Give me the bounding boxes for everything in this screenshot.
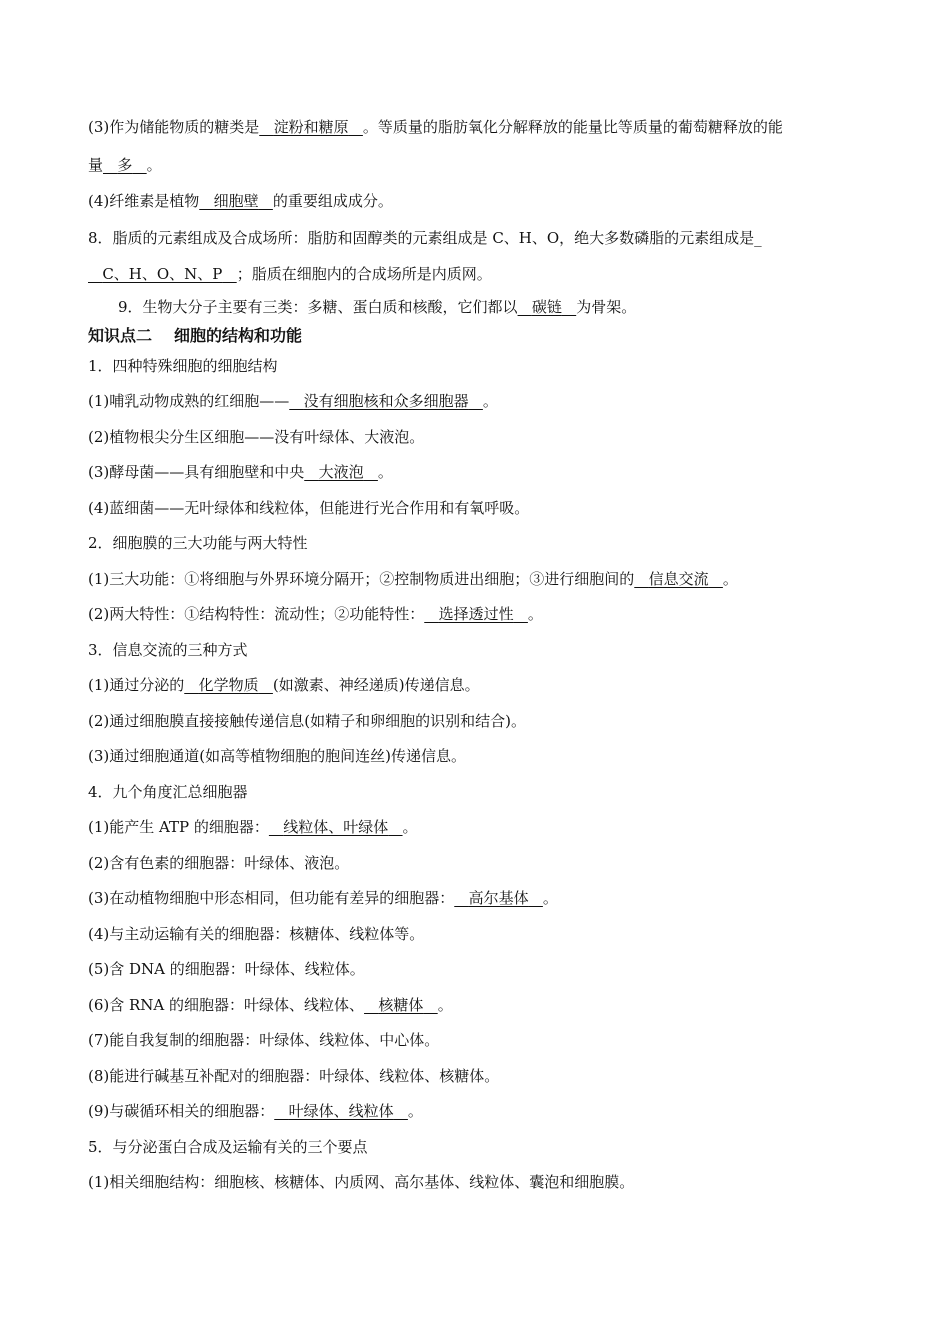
text: ；脂质在细胞内的合成场所是内质网。 bbox=[236, 265, 492, 283]
text: (1)通过分泌的 bbox=[88, 676, 185, 694]
subheading-5 bbox=[88, 1137, 368, 1157]
text: (6)含 RNA 的细胞器：叶绿体、线粒体、 bbox=[88, 996, 365, 1014]
text: (2)通过细胞膜直接接触传递信息(如精子和卵细胞的识别和结合)。 bbox=[88, 712, 526, 730]
answer-blank: 多 bbox=[117, 156, 133, 174]
text: 4．九个角度汇总细胞器 bbox=[88, 783, 248, 801]
text: (1)相关细胞结构：细胞核、核糖体、内质网、高尔基体、线粒体、囊泡和细胞膜。 bbox=[88, 1173, 635, 1191]
text: 。 bbox=[722, 570, 738, 588]
text: 3．信息交流的三种方式 bbox=[88, 641, 248, 659]
answer-blank: 化学物质 bbox=[198, 676, 259, 694]
item bbox=[88, 959, 365, 979]
item bbox=[88, 924, 424, 944]
text: 8．脂质的元素组成及合成场所：脂肪和固醇类的元素组成是 C、H、O，绝大多数磷脂的元素组成是_ bbox=[88, 229, 762, 247]
text: (3)酵母菌——具有细胞壁和中央 bbox=[88, 463, 305, 481]
text: 的重要组成成分。 bbox=[272, 192, 393, 210]
text: (2)两大特性：①结构特性：流动性；②功能特性： bbox=[88, 605, 425, 623]
answer-blank: 线粒体、叶绿体 bbox=[283, 818, 389, 836]
item bbox=[88, 604, 543, 624]
text: 。 bbox=[377, 463, 393, 481]
item bbox=[88, 569, 738, 589]
text: 量 bbox=[88, 156, 104, 174]
text: 2．细胞膜的三大功能与两大特性 bbox=[88, 534, 308, 552]
text: 。 bbox=[527, 605, 543, 623]
text: (8)能进行碱基互补配对的细胞器：叶绿体、线粒体、核糖体。 bbox=[88, 1067, 500, 1085]
answer-blank: 淀粉和糖原 bbox=[273, 118, 349, 136]
text: (3)作为储能物质的糖类是 bbox=[88, 118, 260, 136]
subheading-1 bbox=[88, 356, 278, 376]
text: 。 bbox=[407, 1102, 423, 1120]
item bbox=[88, 888, 558, 908]
text: (5)含 DNA 的细胞器：叶绿体、线粒体。 bbox=[88, 960, 365, 978]
item bbox=[88, 1066, 499, 1086]
item bbox=[88, 1172, 634, 1192]
text: (3)在动植物细胞中形态相同，但功能有差异的细胞器： bbox=[88, 889, 455, 907]
text: (2)含有色素的细胞器：叶绿体、液泡。 bbox=[88, 854, 350, 872]
item-4-cellulose bbox=[88, 191, 393, 211]
subheading-4 bbox=[88, 782, 248, 802]
text: 5．与分泌蛋白合成及运输有关的三个要点 bbox=[88, 1138, 368, 1156]
answer-blank: 高尔基体 bbox=[468, 889, 529, 907]
text: (1)能产生 ATP 的细胞器： bbox=[88, 818, 269, 836]
item bbox=[88, 391, 498, 411]
item-3-storage-sugar bbox=[88, 117, 783, 137]
item bbox=[88, 498, 529, 518]
text: 。 bbox=[146, 156, 162, 174]
subheading-2 bbox=[88, 533, 308, 553]
item bbox=[88, 427, 424, 447]
item bbox=[88, 1030, 439, 1050]
item bbox=[88, 817, 418, 837]
answer-blank: 信息交流 bbox=[648, 570, 709, 588]
answer-blank: 碳链 bbox=[531, 298, 562, 316]
item bbox=[88, 462, 393, 482]
text: (1)三大功能：①将细胞与外界环境分隔开；②控制物质进出细胞；③进行细胞间的 bbox=[88, 570, 635, 588]
text: 为骨架。 bbox=[576, 298, 637, 316]
text: 。 bbox=[437, 996, 453, 1014]
text: 9．生物大分子主要有三类：多糖、蛋白质和核酸，它们都以 bbox=[118, 298, 518, 316]
answer-blank: C、H、O、N、P bbox=[102, 265, 223, 283]
text: 。 bbox=[482, 392, 498, 410]
text: (4)纤维素是植物 bbox=[88, 192, 200, 210]
text: 。 bbox=[542, 889, 558, 907]
item bbox=[88, 711, 526, 731]
item bbox=[88, 675, 480, 695]
text: (9)与碳循环相关的细胞器： bbox=[88, 1102, 275, 1120]
text: 。等质量的脂肪氧化分解释放的能量比等质量的葡萄糖释放的能 bbox=[362, 118, 783, 136]
item-8-lipid-elements bbox=[88, 228, 762, 248]
item bbox=[88, 853, 349, 873]
section-heading bbox=[88, 326, 302, 346]
text: 1．四种特殊细胞的细胞结构 bbox=[88, 357, 278, 375]
heading-number: 知识点二 bbox=[88, 326, 153, 345]
item-9-macromolecules bbox=[118, 297, 636, 317]
heading-title: 细胞的结构和功能 bbox=[174, 326, 303, 345]
answer-blank: 核糖体 bbox=[378, 996, 424, 1014]
item-3-continued bbox=[88, 155, 162, 175]
answer-blank: 大液泡 bbox=[318, 463, 364, 481]
item bbox=[88, 1101, 423, 1121]
item bbox=[88, 746, 466, 766]
text: (4)蓝细菌——无叶绿体和线粒体，但能进行光合作用和有氧呼吸。 bbox=[88, 499, 530, 517]
answer-blank: 没有细胞核和众多细胞器 bbox=[303, 392, 469, 410]
text: 。 bbox=[402, 818, 418, 836]
item bbox=[88, 995, 453, 1015]
answer-blank: 选择透过性 bbox=[438, 605, 514, 623]
text: (如激素、神经递质)传递信息。 bbox=[272, 676, 480, 694]
text: (1)哺乳动物成熟的红细胞—— bbox=[88, 392, 290, 410]
text: (3)通过细胞通道(如高等植物细胞的胞间连丝)传递信息。 bbox=[88, 747, 466, 765]
text: (7)能自我复制的细胞器：叶绿体、线粒体、中心体。 bbox=[88, 1031, 440, 1049]
text: (4)与主动运输有关的细胞器：核糖体、线粒体等。 bbox=[88, 925, 425, 943]
subheading-3 bbox=[88, 640, 248, 660]
answer-blank: 叶绿体、线粒体 bbox=[288, 1102, 394, 1120]
answer-blank: 细胞壁 bbox=[213, 192, 259, 210]
text: (2)植物根尖分生区细胞——没有叶绿体、大液泡。 bbox=[88, 428, 425, 446]
item-8-continued bbox=[88, 264, 492, 284]
